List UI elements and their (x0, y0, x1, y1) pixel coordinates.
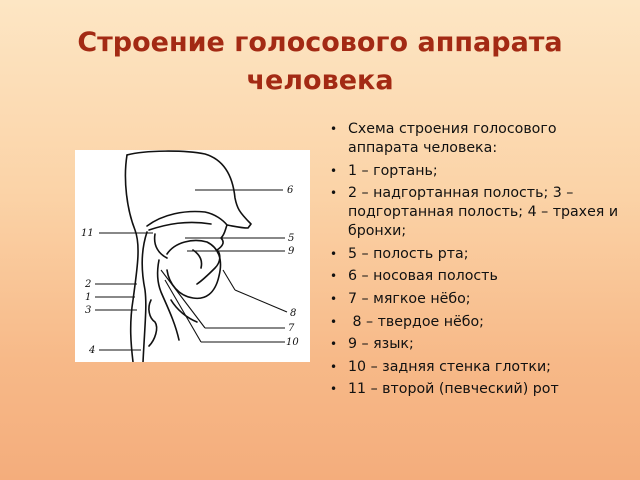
legend-item (328, 335, 626, 354)
hard-palate (149, 222, 211, 230)
bullet-icon: • (330, 337, 338, 352)
legend-item (328, 313, 626, 332)
diagram-label-2: 2 (85, 279, 92, 290)
legend-item (328, 380, 626, 399)
bullet-icon: • (330, 314, 338, 329)
legend-item (328, 267, 626, 286)
diagram-label-6: 6 (287, 185, 294, 196)
slide-title (20, 24, 620, 100)
slide-title-line-2: человека (246, 65, 394, 96)
bullet-icon: • (330, 269, 338, 284)
legend-item-text: 8 – твердое нёбо; (348, 313, 484, 330)
legend-item (328, 290, 626, 309)
legend-item-text: 10 – задняя стенка глотки; (348, 358, 551, 375)
legend-item-text: 9 – язык; (348, 336, 414, 353)
legend-item-text: 5 – полость рта; (348, 245, 469, 262)
legend-item (328, 162, 626, 181)
trachea-front (171, 300, 197, 322)
slide-title-line-1: Строение голосового аппарата (77, 27, 563, 58)
legend-item (328, 245, 626, 264)
legend-item-text: 2 – надгортанная полость; 3 – подгортанная полость; 4 – трахея и бронхи; (348, 185, 619, 240)
bullet-icon: • (330, 163, 338, 178)
legend-item-text: 1 – гортань; (348, 162, 438, 179)
bullet-icon: • (330, 359, 338, 374)
vocal-apparatus-drawing (75, 150, 310, 362)
bullet-icon: • (330, 246, 338, 261)
bullet-icon: • (330, 291, 338, 306)
pharynx-back-wall (142, 232, 147, 362)
vocal-apparatus-diagram (75, 150, 310, 362)
neck-back (125, 155, 138, 362)
uvula (193, 250, 202, 268)
diagram-label-4: 4 (89, 345, 96, 356)
diagram-label-9: 9 (288, 246, 295, 257)
bullet-icon: • (330, 382, 338, 397)
bullet-icon: • (330, 186, 338, 201)
legend-item (328, 184, 626, 241)
diagram-label-8: 8 (290, 308, 297, 319)
epiglottis (158, 260, 179, 340)
legend-item-text: 11 – второй (певческий) рот (348, 381, 559, 398)
soft-palate (155, 234, 167, 258)
diagram-label-1: 1 (85, 292, 92, 303)
bullet-icon: • (330, 122, 338, 136)
legend-item (328, 358, 626, 377)
legend-item-text: Схема строения голосового аппарата человека: (348, 121, 557, 156)
diagram-label-10: 10 (286, 337, 299, 348)
legend-list (328, 120, 626, 403)
legend-item-text: 6 – носовая полость (348, 268, 498, 285)
legend-item-text: 7 – мягкое нёбо; (348, 290, 471, 307)
diagram-label-11: 11 (81, 228, 94, 239)
diagram-label-7: 7 (288, 323, 295, 334)
diagram-label-3: 3 (85, 305, 92, 316)
nasal-cavity (147, 212, 227, 226)
larynx-detail (149, 300, 157, 346)
head-outline (127, 151, 251, 284)
legend-item (328, 120, 626, 158)
diagram-label-5: 5 (288, 233, 295, 244)
